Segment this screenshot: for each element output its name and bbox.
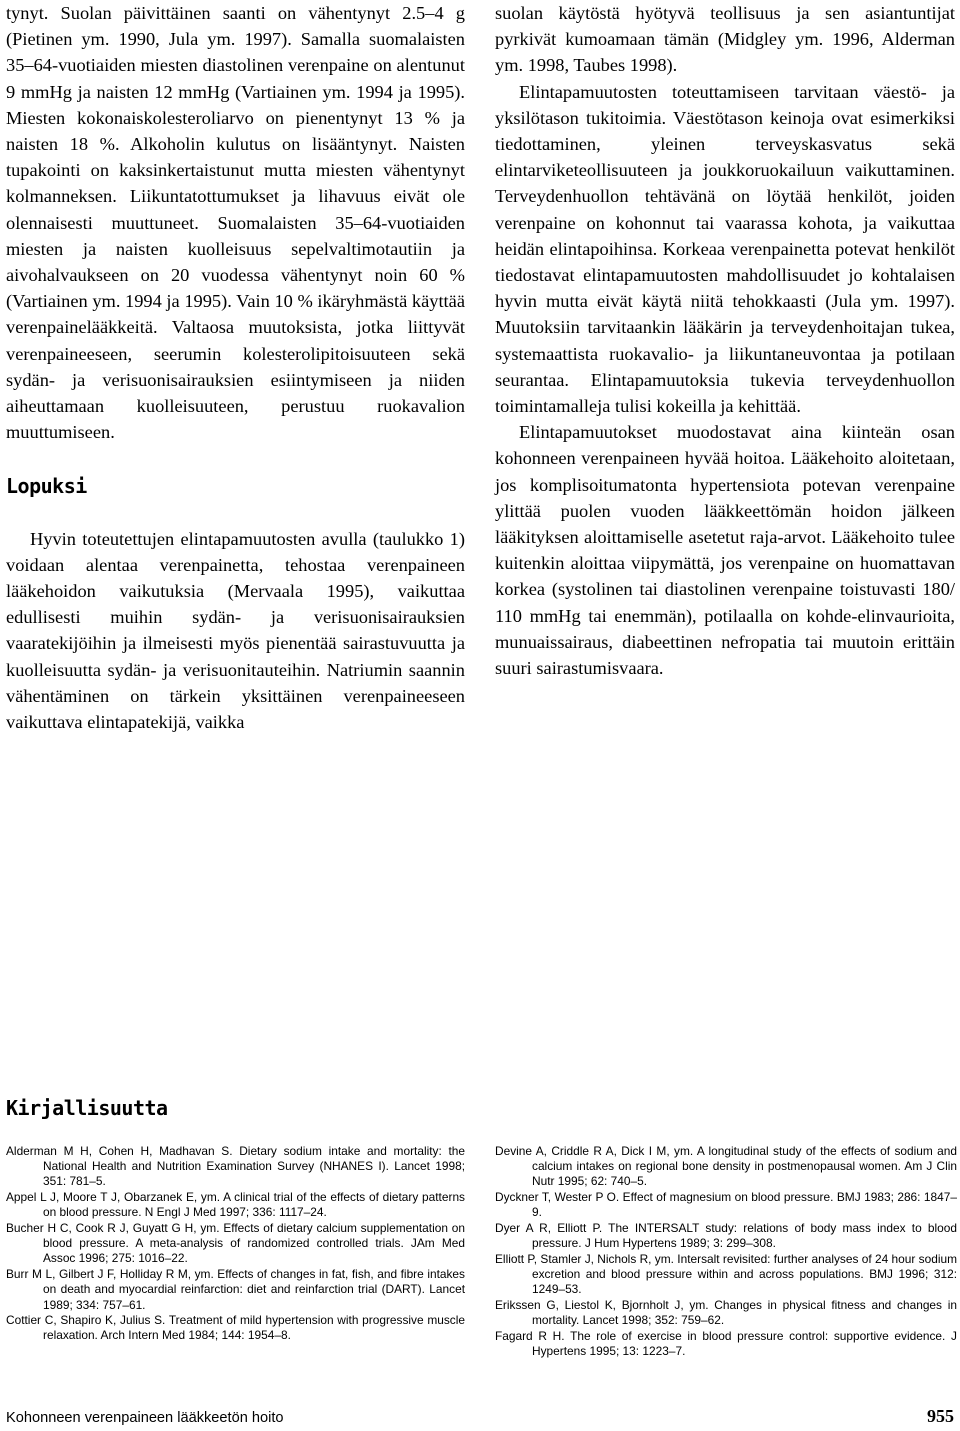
reference-item: Burr M L, Gilbert J F, Holliday R M, ym. Effects of changes in fat, fish, and fibre intakes on death and myocardial reinfarction: diet and reinfarction trial (DART). Lancet 1989; 334: 757–61. (6, 1267, 465, 1312)
reference-item: Dyckner T, Wester P O. Effect of magnesium on blood pressure. BMJ 1983; 286: 1847–9. (495, 1190, 957, 1220)
reference-item: Dyer A R, Elliott P. The INTERSALT study: relations of body mass index to blood pressure. J Hum Hypertens 1989; 3: 299–308. (495, 1221, 957, 1251)
body-paragraph: suolan käytöstä hyötyvä teollisuus ja sen asiantuntijat pyrkivät kumoamaan tämän (Midgley ym. 1996, Alderman ym. 1998, Taubes 1998). (495, 3, 955, 76)
right-column (495, 0, 955, 681)
left-column (6, 0, 465, 735)
body-paragraph: Hyvin toteutettujen elintapamuutosten avulla (taulukko 1) voidaan alentaa verenpainetta, tehostaa verenpaineen lääkehoidon vaikutuksia (Mervaala 1995), vaikuttaa edullisesti muihin sydän- ja verisuonisairauksien vaaratekijöihin ja ilmeisesti myös pienentää sairastuvuutta ja kuolleisuutta sydän- ja verisuonitauteihin. Natriumin saannin vähentäminen on tärkein yksittäinen verenpaineeseen vaikuttava elintapatekijä, vaikka (6, 528, 465, 733)
running-footer-title: Kohonneen verenpaineen lääkkeetön hoito (6, 1410, 284, 1426)
references-heading: Kirjallisuutta (6, 1096, 168, 1120)
reference-item: Appel L J, Moore T J, Obarzanek E, ym. A clinical trial of the effects of dietary patterns on blood pressure. N Engl J Med 1997; 336: 1117–24. (6, 1190, 465, 1220)
reference-item: Fagard R H. The role of exercise in blood pressure control: supportive evidence. J Hypertens 1995; 13: 1223–7. (495, 1328, 957, 1359)
section-heading: Lopuksi (6, 474, 87, 499)
reference-item: Elliott P, Stamler J, Nichols R, ym. Intersalt revisited: further analyses of 24 hour sodium excretion and blood pressure within and across populations. BMJ 1996; 312: 1249–53. (495, 1251, 957, 1297)
reference-item: Erikssen G, Liestol K, Bjornholt J, ym. Changes in physical fitness and changes in mortality. Lancet 1998; 352: 759–62. (495, 1298, 957, 1328)
reference-item: Bucher H C, Cook R J, Guyatt G H, ym. Effects of dietary calcium supplementation on blood pressure. A meta-analysis of randomized controlled trials. JAm Med Assoc 1996; 275: 1016–22. (6, 1221, 465, 1266)
reference-item: Cottier C, Shapiro K, Julius S. Treatment of mild hypertension with progressive muscle relaxation. Arch Intern Med 1984; 144: 1954–8. (6, 1313, 465, 1343)
reference-item: Devine A, Criddle R A, Dick I M, ym. A longitudinal study of the effects of sodium and calcium intakes on regional bone density in postmenopausal women. Am J Clin Nutr 1995; 62: 740–5. (495, 1144, 957, 1189)
reference-item: Alderman M H, Cohen H, Madhavan S. Dietary sodium intake and mortality: the National Health and Nutrition Examination Survey (NHANES I). Lancet 1998; 351: 781–5. (6, 1144, 465, 1189)
body-paragraph: Elintapamuutosten toteuttamiseen tarvitaan väestö- ja yksilötason tukitoimia. Väestötason keinoja ovat esimerkiksi tiedottaminen, yleinen terveyskasvatus sekä elintarviketeollisuuteen ja joukkoruokailuun vaikuttaminen. Terveydenhuollon tehtävänä on löytää henkilöt, joiden verenpaine on kohonnut tai vaarassa kohota, ja vaikuttaa heidän elintapoihinsa. Korkeaa verenpainetta potevat henkilöt tiedostavat elintapamuutosten mahdollisuudet jo kohtalaisen hyvin mutta eivät käytä niitä tehokkaasti (Jula ym. 1997). Muutoksiin tarvitaankin lääkärin ja terveydenhoitajan tukea, systemaattista ruokavalio- ja liikuntaneuvontaa ja potilaan seurantaa. Elintapamuutoksia tukevia terveydenhuollon toimintamalleja tulisi kokeilla ja kehittää. (495, 81, 955, 417)
body-paragraph: Elintapamuutokset muodostavat aina kiinteän osan kohonneen verenpaineen hyvää hoitoa. Lääkehoito aloitetaan, jos komplisoitumatonta hypertensiota potevan verenpaine ylittää puolen vuoden lääkkeettömän hoidon jälkeen lääkityksen aloittamiselle asetetut raja-arvot. Lääkehoito tulee kuitenkin aloittaa viipymättä, jos verenpaine on huomattavan korkea (systolinen tai diastolinen verenpaine toistuvasti 180/ 110 mmHg tai enemmän), potilaalla on kohde-elinvaurioita, munuaissairaus, diabeettinen nefropatia tai muutoin erittäin suuri sairastumisvaara. (495, 422, 955, 679)
body-paragraph: tynyt. Suolan päivittäinen saanti on vähentynyt 2.5–4 g (Pietinen ym. 1990, Jula ym. 1997). Samalla suomalaisten 35–64-vuotiaiden miesten diastolinen verenpaine on alentunut 9 mmHg ja naisten 12 mmHg (Vartiainen ym. 1994 ja 1995). Miesten kokonaiskolesteroliarvo on pienentynyt 13 % ja naisten 18 %. Alkoholin kulutus on lisääntynyt. Naisten tupakointi on kaksinkertaistunut mutta miesten vähentynyt kolmanneksen. Liikuntatottumukset ja lihavuus eivät ole olennaisesti muuttuneet. Suomalaisten 35–64-vuotiaiden miesten ja naisten kuolleisuus sepelvaltimotautiin ja aivohalvaukseen on 20 vuodessa vähentynyt noin 60 % (Vartiainen ym. 1994 ja 1995). Vain 10 % ikäryhmästä käyttää verenpainelääkkeitä. Valtaosa muutoksista, jotka liittyvät verenpaineeseen, seerumin kolesterolipitoisuuteen sekä sydän- ja verisuonisairauksien esiintymiseen ja niiden aiheuttamaan kuolleisuuteen, perustuu ruokavalion muuttumiseen. (6, 3, 465, 443)
page-number: 955 (927, 1406, 954, 1426)
references-right-column (495, 1144, 957, 1360)
references-left-column (6, 1144, 465, 1344)
